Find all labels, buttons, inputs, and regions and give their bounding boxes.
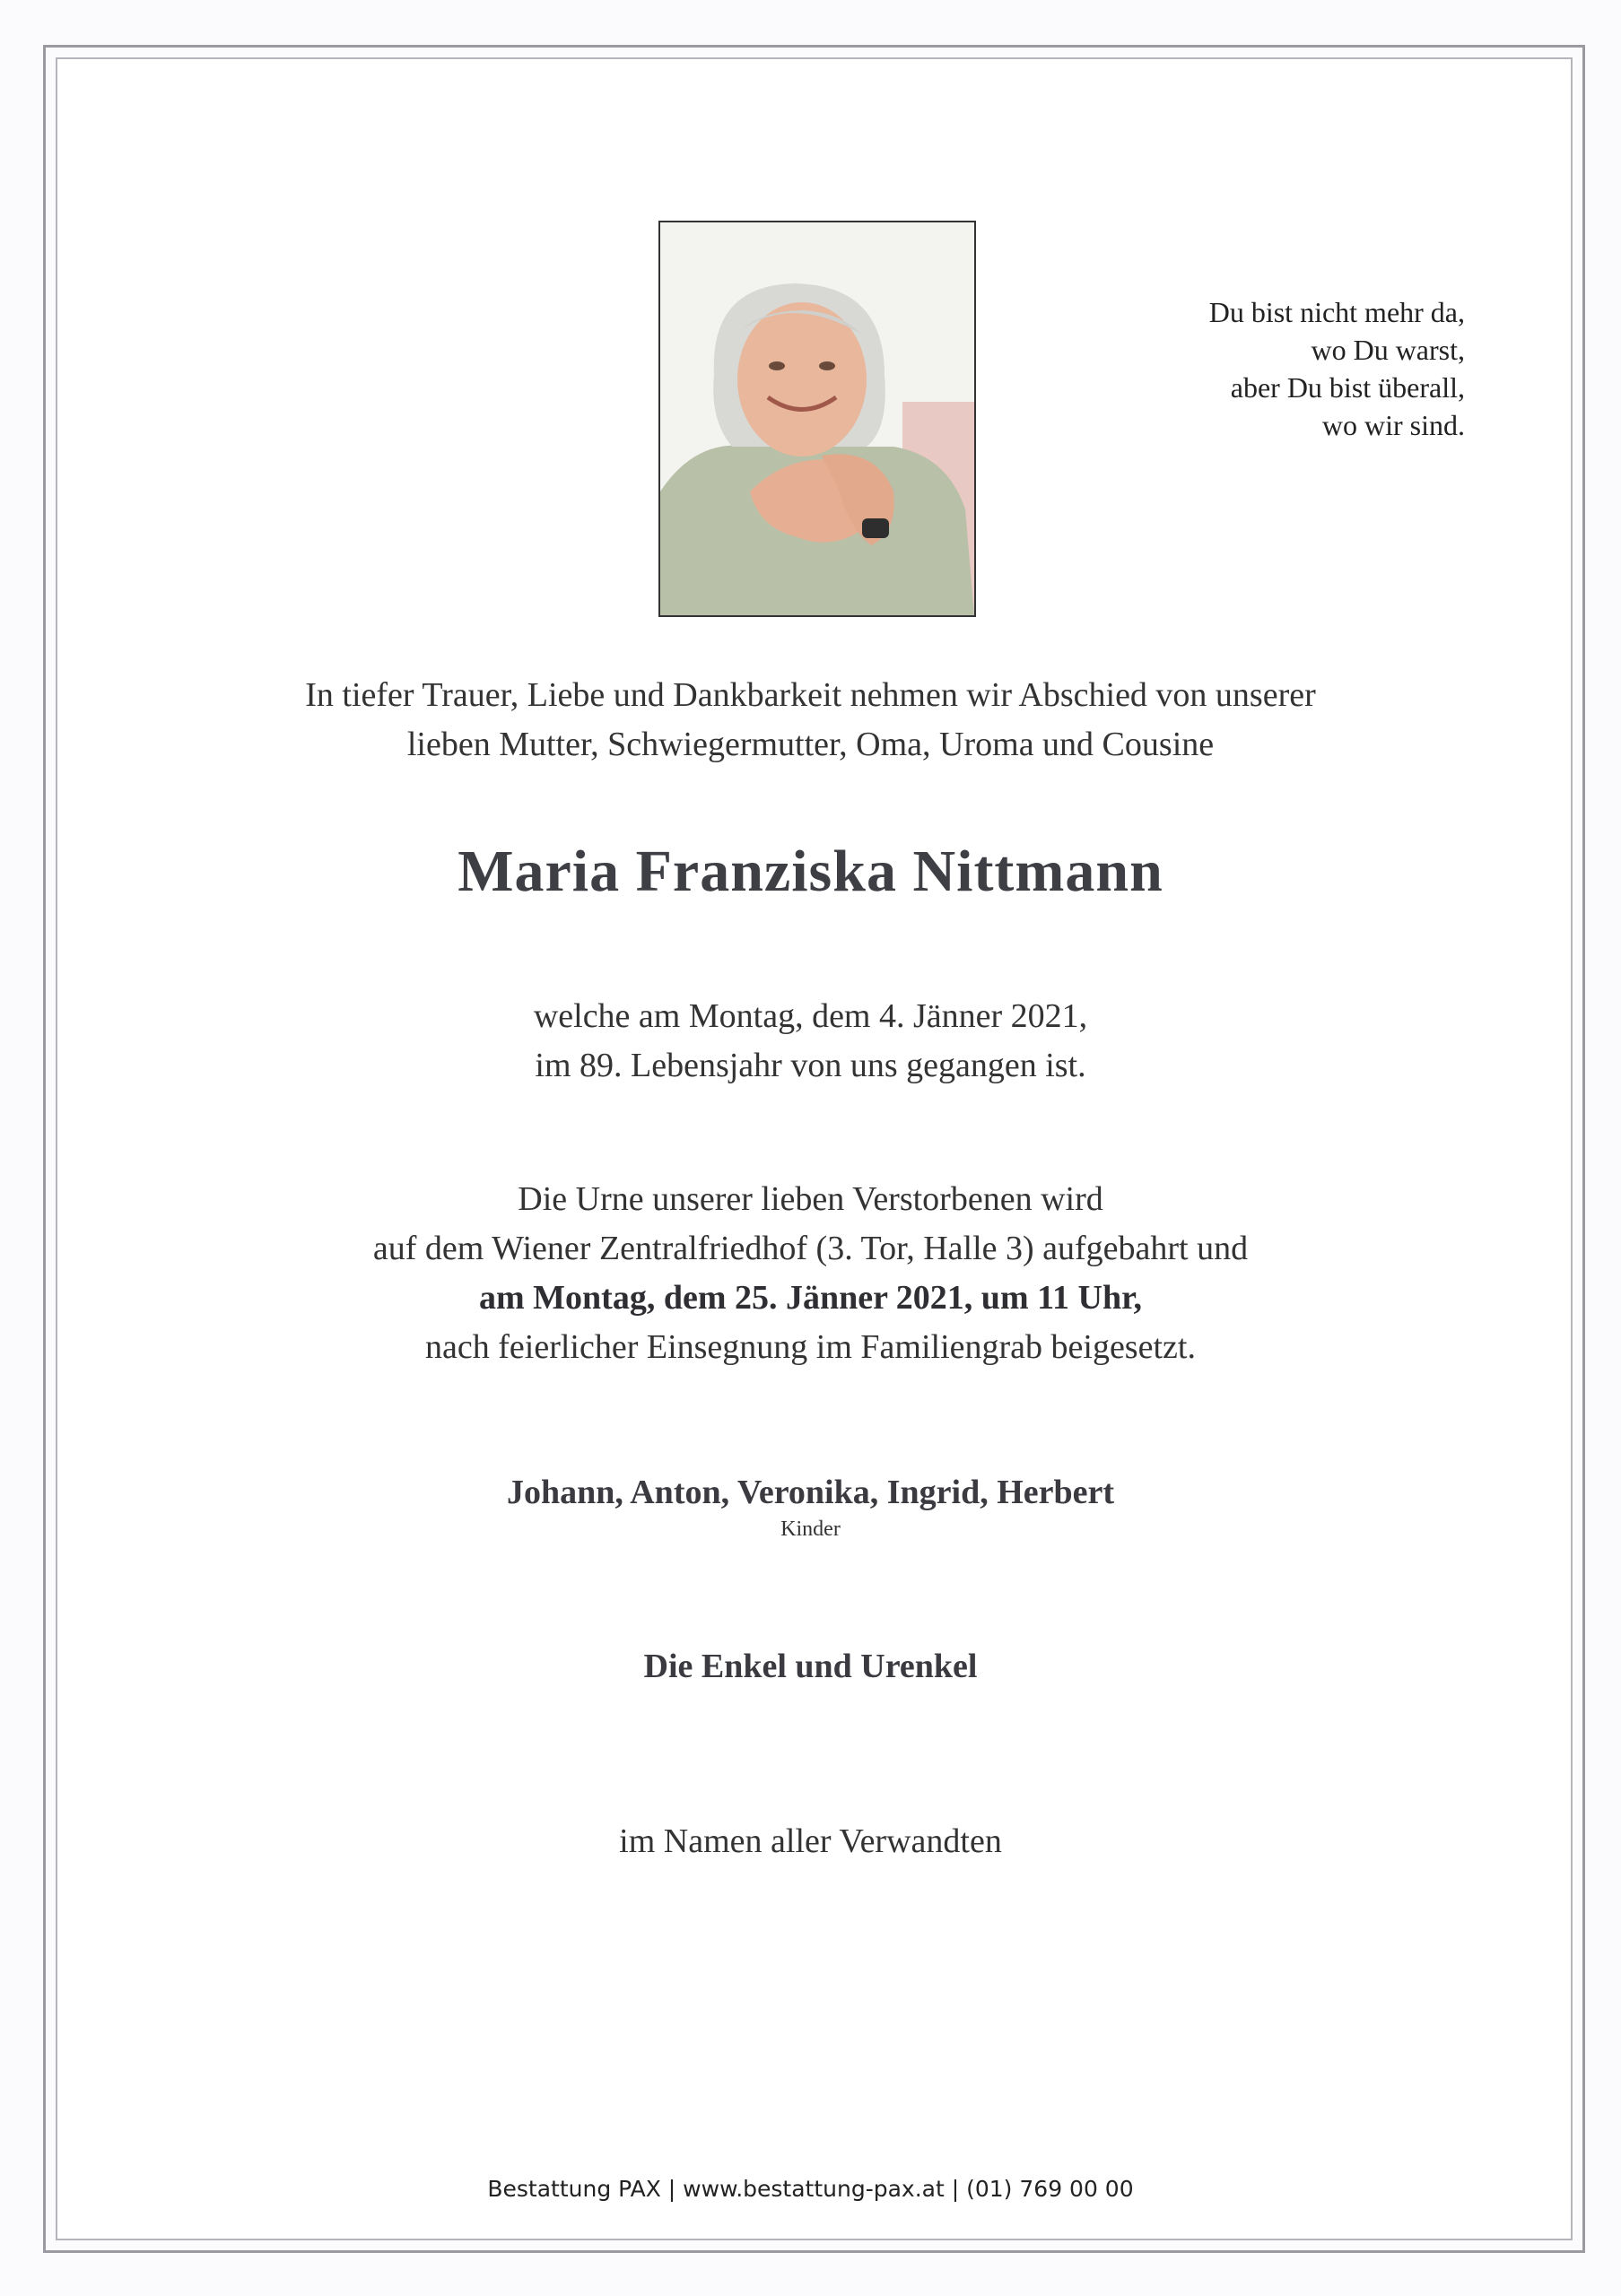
death-line-2: im 89. Lebensjahr von uns gegangen ist. <box>535 1047 1086 1084</box>
relatives-line: im Namen aller Verwandten <box>619 1822 1002 1860</box>
poem-quote <box>1052 293 1465 444</box>
intro-text <box>0 671 1621 770</box>
funeral-details <box>0 1175 1621 1372</box>
children-role-label: Kinder <box>780 1518 841 1541</box>
funeral-line-4: nach feierlicher Einsegnung im Familiengrab beigesetzt. <box>425 1328 1196 1366</box>
poem-line: aber Du bist überall, <box>1230 371 1465 404</box>
funeral-line-1: Die Urne unserer lieben Verstorbenen wird <box>518 1180 1103 1218</box>
portrait-photo <box>658 221 976 617</box>
poem-line: wo wir sind. <box>1321 409 1465 441</box>
funeral-line-2: auf dem Wiener Zentralfriedhof (3. Tor, Halle 3) aufgebahrt und <box>372 1230 1249 1267</box>
intro-line-2: lieben Mutter, Schwiegermutter, Oma, Uroma und Cousine <box>406 726 1215 763</box>
portrait-photo-icon <box>660 222 974 615</box>
intro-line-1: In tiefer Trauer, Liebe und Dankbarkeit nehmen wir Abschied von unserer <box>305 676 1316 714</box>
children-names: Johann, Anton, Veronika, Ingrid, Herbert <box>506 1474 1115 1511</box>
poem-line: Du bist nicht mehr da, <box>1208 296 1465 328</box>
death-line-1: welche am Montag, dem 4. Jänner 2021, <box>533 997 1088 1035</box>
funeral-home-footer: Bestattung PAX | www.bestattung-pax.at | (01) 769 00 00 <box>487 2176 1134 2202</box>
deceased-name: Maria Franziska Nittmann <box>458 839 1163 904</box>
death-notice <box>0 992 1621 1091</box>
grandchildren-line: Die Enkel und Urenkel <box>643 1648 978 1685</box>
funeral-date-line: am Montag, dem 25. Jänner 2021, um 11 Uhr, <box>479 1279 1142 1317</box>
poem-line: wo Du warst, <box>1311 334 1465 366</box>
